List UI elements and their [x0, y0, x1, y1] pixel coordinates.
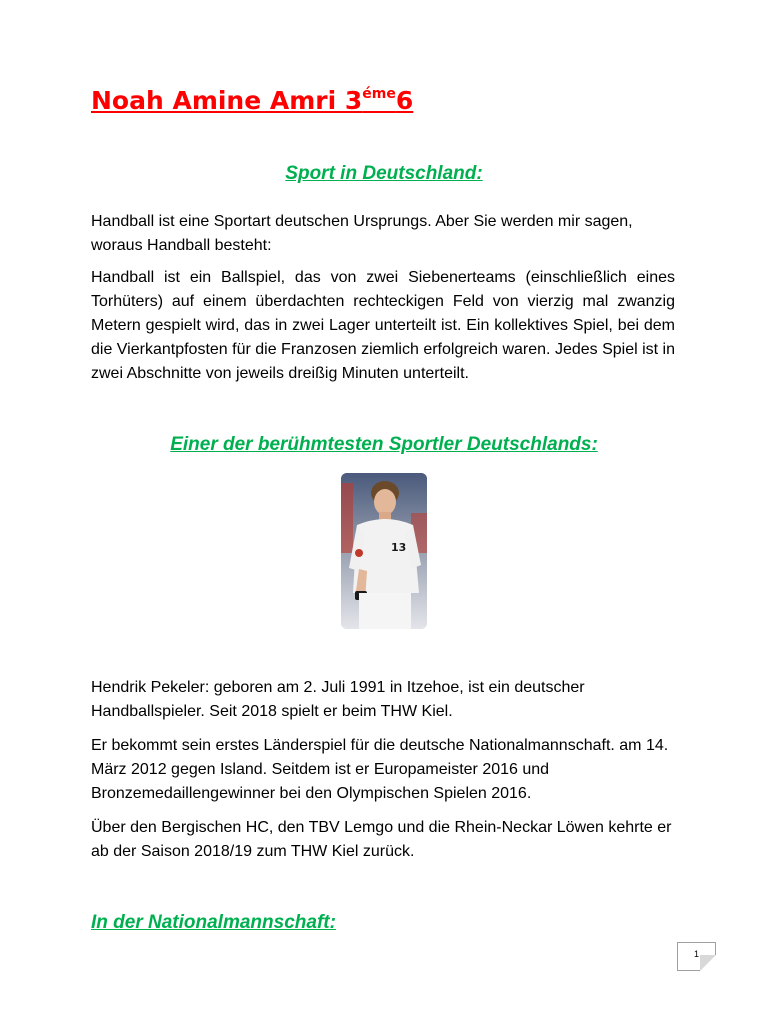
- title-suffix: 6: [395, 86, 414, 115]
- paragraph-clubs: Über den Bergischen HC, den TBV Lemgo und die Rhein-Neckar Löwen kehrte er ab der Saison 2018/19 zum THW Kiel zurück.: [91, 819, 672, 860]
- heading-sport: Sport in Deutschland:: [285, 163, 483, 184]
- title-superscript: éme: [362, 86, 396, 102]
- heading-athlete: Einer der berühmtesten Sportler Deutschlands:: [170, 434, 598, 455]
- title-main: Noah Amine Amri 3: [91, 86, 363, 115]
- paragraph-bio: Hendrik Pekeler: geboren am 2. Juli 1991 in Itzehoe, ist ein deutscher Handballspieler. Seit 2018 spielt er beim THW Kiel.: [91, 679, 585, 720]
- paragraph-debut: Er bekommt sein erstes Länderspiel für die deutsche Nationalmannschaft. am 14. März 2012 gegen Island. Seitdem ist er Europameister 2016 und Bronzemedaillengewinner bei den Olympischen Spielen 2016.: [91, 737, 669, 802]
- page-number-box: [677, 942, 716, 971]
- athlete-photo: [341, 473, 427, 629]
- jersey-number: 13: [391, 541, 407, 554]
- document-title: [91, 86, 413, 115]
- paragraph-definition: Handball ist ein Ballspiel, das von zwei Siebenerteams (einschließlich eines Torhüters) auf einem überdachten rechteckigen Feld von vierzig mal zwanzig Metern gespielt wird, das in zwei Lager unterteilt ist. Ein kollektives Spiel, bei dem die Vierkantpfosten für die Franzosen ziemlich erfolgreich waren. Jedes Spiel ist in zwei Abschnitte von jeweils dreißig Minuten unterteilt.: [91, 269, 675, 382]
- heading-national-team: In der Nationalmannschaft:: [91, 912, 336, 933]
- page-number: 1: [693, 949, 699, 959]
- paragraph-intro: Handball ist eine Sportart deutschen Ursprungs. Aber Sie werden mir sagen, woraus Handball besteht:: [91, 213, 633, 254]
- handball-player-image: [341, 473, 427, 629]
- page-curl-icon: [700, 955, 716, 971]
